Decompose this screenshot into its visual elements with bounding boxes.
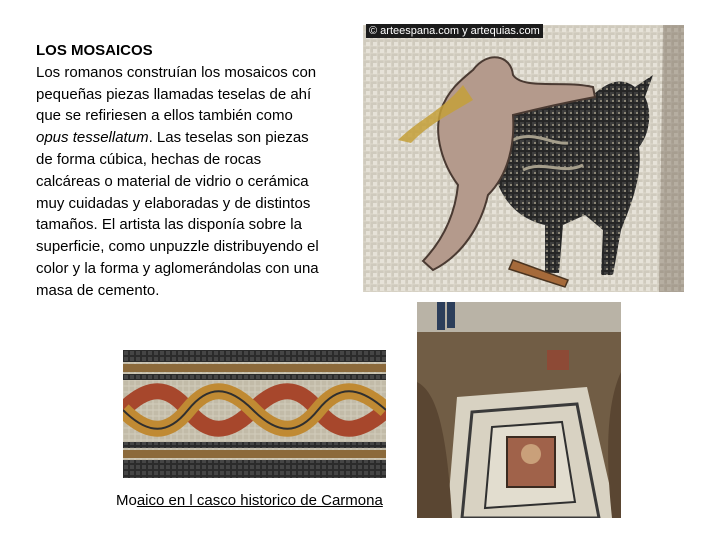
bull-mosaic-image <box>363 25 684 292</box>
caption-link[interactable]: aico en l casco historico de Carmona <box>136 492 383 509</box>
excavation-photo-image <box>417 302 621 518</box>
paragraph-text-1: Los romanos construían los mosaicos con pequeñas piezas llamadas teselas de ahí que se refiriesen a ellos también como <box>36 63 317 125</box>
paragraph-italic-term: opus tessellatum <box>36 129 149 147</box>
caption-prefix: Mo <box>116 492 137 509</box>
paragraph-text-2: . Las teselas son piezas de forma cúbica, hechas de rocas calcáreas o material de vidrio o cerámica muy cuidadas y elaboradas y de distintos tamaños. El artista las disponía sobre la superficie, como unpuzzle distribuyendo el color y la forma y aglomerándolas con una masa de cemento. <box>36 129 319 299</box>
copyright-watermark: © arteespana.com y artequias.com <box>366 24 543 38</box>
text-block <box>36 40 326 302</box>
border-mosaic-image <box>123 350 386 478</box>
image-caption <box>116 492 383 510</box>
page-title: LOS MOSAICOS <box>36 42 153 59</box>
